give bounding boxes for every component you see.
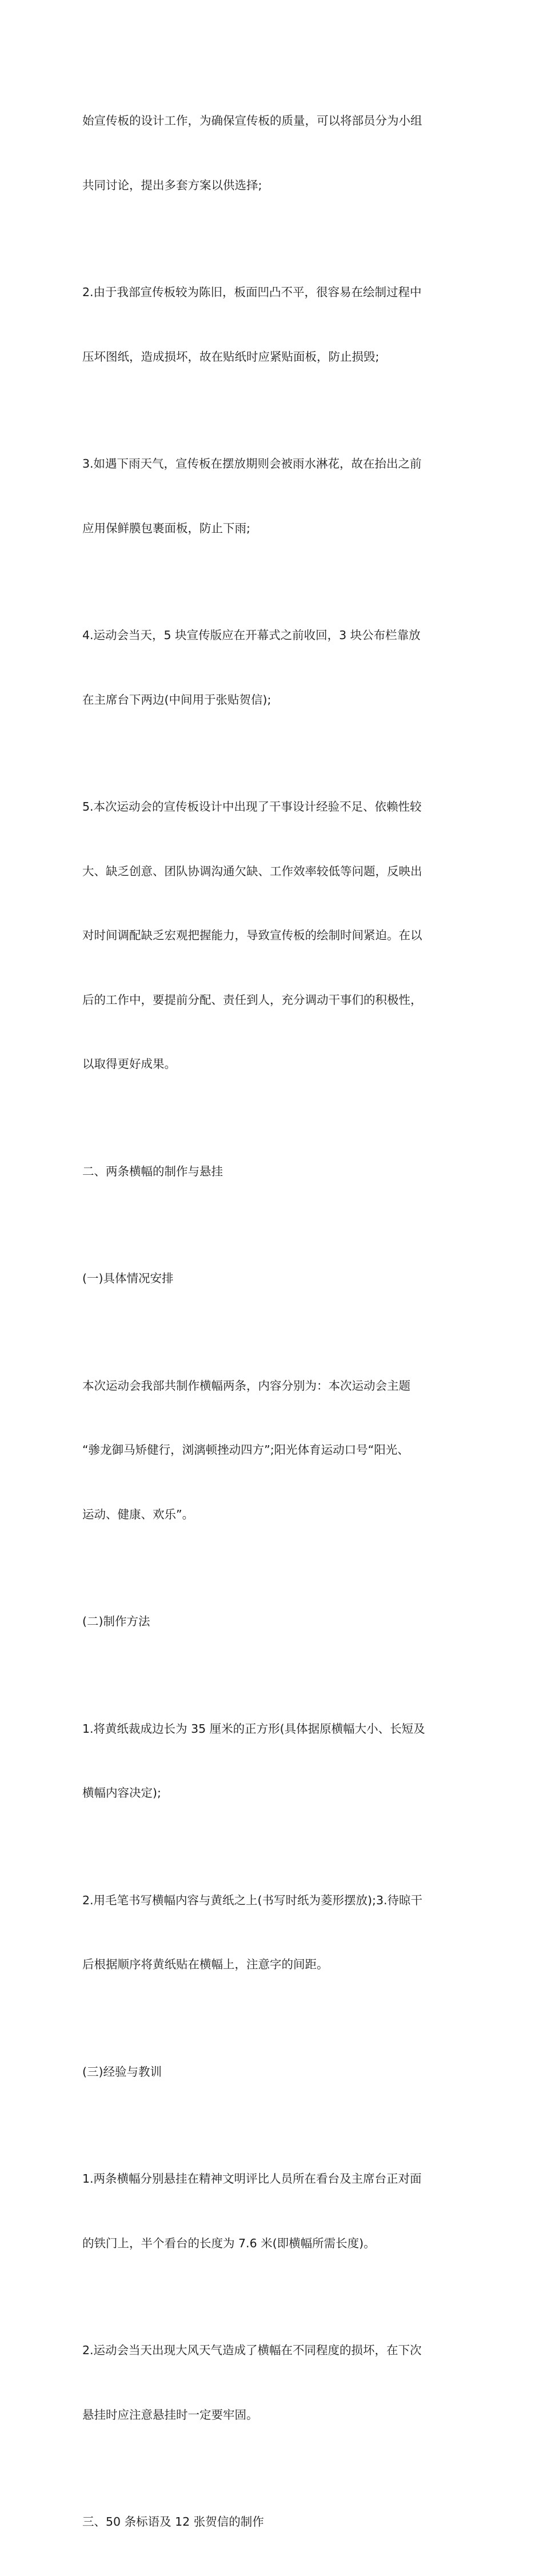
text-line: “骖龙御马矫健行，浏漓顿挫动四方”;阳光体育运动口号“阳光、 [82, 1443, 409, 1457]
text-line: 对时间调配缺乏宏观把握能力，导致宣传板的绘制时间紧迫。在以 [82, 928, 422, 942]
text-line: 悬挂时应注意悬挂时一定要牢固。 [82, 2407, 258, 2422]
paragraph-lesson-1 [82, 2126, 462, 2297]
text-line: 的铁门上，半个看台的长度为 7.6 米(即横幅所需长度)。 [82, 2236, 376, 2250]
text-line: 3.如遇下雨天气，宣传板在摆放期则会被雨水淋花，故在抬出之前 [82, 457, 422, 470]
text-line: 大、缺乏创意、团队协调沟通欠缺、工作效率较低等问题，反映出 [82, 864, 422, 878]
paragraph-method-2 [82, 1847, 462, 2019]
subheading-3 [82, 2019, 462, 2126]
text-line: 后根据顺序将黄纸贴在横幅上，注意字的间距。 [82, 1957, 329, 1971]
text-line: 二、两条横幅的制作与悬挂 [82, 1164, 223, 1178]
text-line: 1.将黄纸裁成边长为 35 厘米的正方形(具体据原横幅大小、长短及 [82, 1721, 425, 1736]
paragraph-2 [82, 239, 462, 410]
text-line: 共同讨论，提出多套方案以供选择; [82, 178, 262, 192]
text-line: 三、50 条标语及 12 张贺信的制作 [82, 2515, 264, 2529]
paragraph-1 [82, 67, 462, 239]
paragraph-method-1 [82, 1676, 462, 1847]
text-line: 以取得更好成果。 [82, 1057, 176, 1071]
text-line: 横幅内容决定); [82, 1786, 161, 1800]
document-body [82, 67, 462, 2576]
text-line: 2.运动会当天出现大风天气造成了横幅在不同程度的损坏，在下次 [82, 2343, 422, 2357]
text-line: (二)制作方法 [82, 1614, 150, 1628]
text-line: 在主席台下两边(中间用于张贴贺信); [82, 692, 272, 707]
paragraph-5 [82, 753, 462, 1118]
text-line: 2.用毛笔书写横幅内容与黄纸之上(书写时纸为菱形摆放);3.待晾干 [82, 1893, 423, 1907]
paragraph-4 [82, 582, 462, 753]
text-line: 本次运动会我部共制作横幅两条，内容分别为：本次运动会主题 [82, 1378, 410, 1393]
text-line: 1.两条横幅分别悬挂在精神文明评比人员所在看台及主席台正对面 [82, 2172, 422, 2186]
text-line: 压坏图纸，造成损坏，故在贴纸时应紧贴面板，防止损毁; [82, 349, 380, 364]
text-line: 运动、健康、欢乐”。 [82, 1507, 194, 1521]
text-line: (三)经验与教训 [82, 2064, 162, 2079]
paragraph-lesson-2 [82, 2297, 462, 2469]
paragraph-banner-content [82, 1333, 462, 1569]
text-line: 2.由于我部宣传板较为陈旧，板面凹凸不平，很容易在绘制过程中 [82, 285, 422, 299]
subheading-1 [82, 1225, 462, 1333]
text-line: 5.本次运动会的宣传板设计中出现了干事设计经验不足、依赖性较 [82, 800, 422, 814]
section-heading-3 [82, 2469, 462, 2576]
paragraph-3 [82, 410, 462, 582]
text-line: (一)具体情况安排 [82, 1271, 174, 1285]
section-heading-2 [82, 1118, 462, 1226]
text-line: 应用保鲜膜包裹面板，防止下雨; [82, 521, 250, 535]
text-line: 4.运动会当天，5 块宣传版应在开幕式之前收回，3 块公布栏靠放 [82, 628, 421, 642]
subheading-2 [82, 1568, 462, 1676]
text-line: 后的工作中，要提前分配、责任到人，充分调动干事们的积极性， [82, 992, 422, 1007]
text-line: 始宣传板的设计工作，为确保宣传板的质量，可以将部员分为小组 [82, 114, 422, 127]
